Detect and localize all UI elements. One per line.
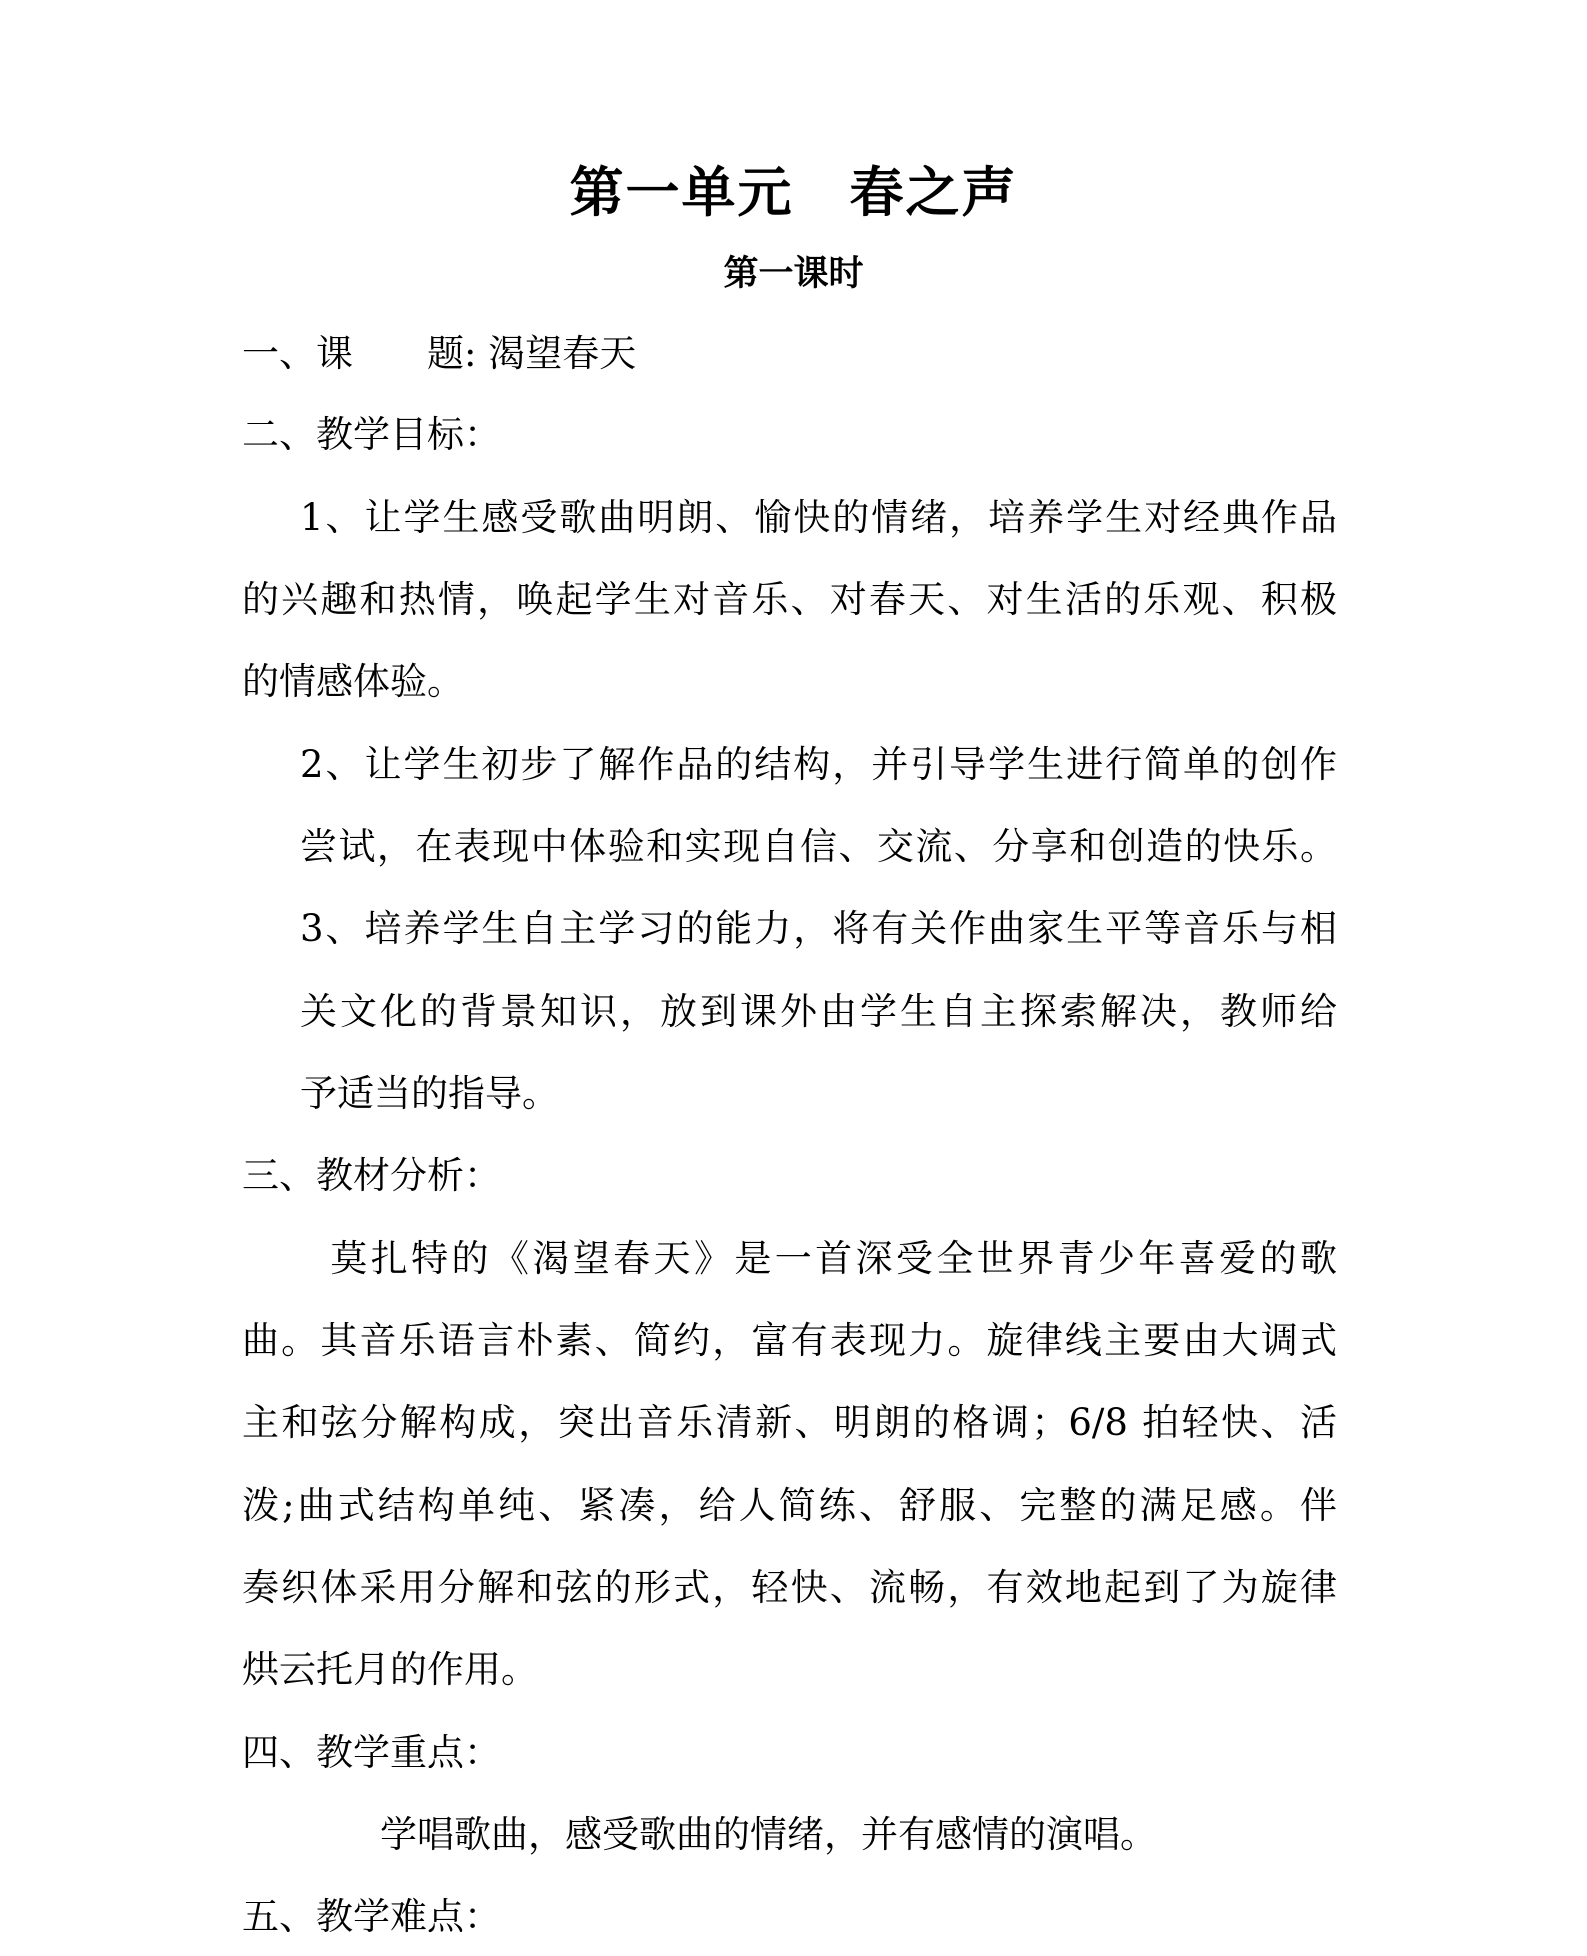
objective-3-line-3: 予适当的指导。	[300, 1072, 559, 1115]
objective-3-line-1: 3、培养学生自主学习的能力，将有关作曲家生平等音乐与相	[300, 907, 1337, 950]
objective-2-line-1: 2、让学生初步了解作品的结构，并引导学生进行简单的创作	[300, 743, 1337, 786]
key-points-heading: 四、教学重点：	[242, 1731, 501, 1774]
objectives-heading: 二、教学目标：	[242, 413, 501, 456]
objective-2-line-2: 尝试，在表现中体验和实现自信、交流、分享和创造的快乐。	[300, 825, 1337, 868]
lesson-subtitle: 第一课时	[723, 253, 864, 294]
objective-1-line-3: 的情感体验。	[242, 660, 464, 703]
analysis-line-1: 莫扎特的《渴望春天》是一首深受全世界青少年喜爱的歌	[300, 1237, 1337, 1280]
analysis-line-4: 泼;曲式结构单纯、紧凑，给人简练、舒服、完整的满足感。伴	[242, 1484, 1337, 1527]
analysis-line-3: 主和弦分解构成，突出音乐清新、明朗的格调；6/8 拍轻快、活	[242, 1401, 1337, 1444]
objective-1-line-2: 的兴趣和热情，唤起学生对音乐、对春天、对生活的乐观、积极	[242, 578, 1337, 621]
key-points-content: 学唱歌曲，感受歌曲的情绪，并有感情的演唱。	[380, 1813, 1157, 1856]
analysis-line-6: 烘云托月的作用。	[242, 1648, 538, 1691]
objective-1-line-1: 1、让学生感受歌曲明朗、愉快的情绪，培养学生对经典作品	[300, 496, 1337, 539]
analysis-line-5: 奏织体采用分解和弦的形式，轻快、流畅，有效地起到了为旋律	[242, 1566, 1337, 1609]
topic-heading: 一、课 题: 渴望春天	[242, 332, 637, 375]
objective-3-line-2: 关文化的背景知识，放到课外由学生自主探索解决，教师给	[300, 990, 1337, 1033]
unit-title: 第一单元 春之声	[569, 160, 1018, 224]
difficulties-heading: 五、教学难点：	[242, 1895, 501, 1938]
analysis-line-2: 曲。其音乐语言朴素、简约，富有表现力。旋律线主要由大调式	[242, 1319, 1337, 1362]
analysis-heading: 三、教材分析：	[242, 1154, 501, 1197]
